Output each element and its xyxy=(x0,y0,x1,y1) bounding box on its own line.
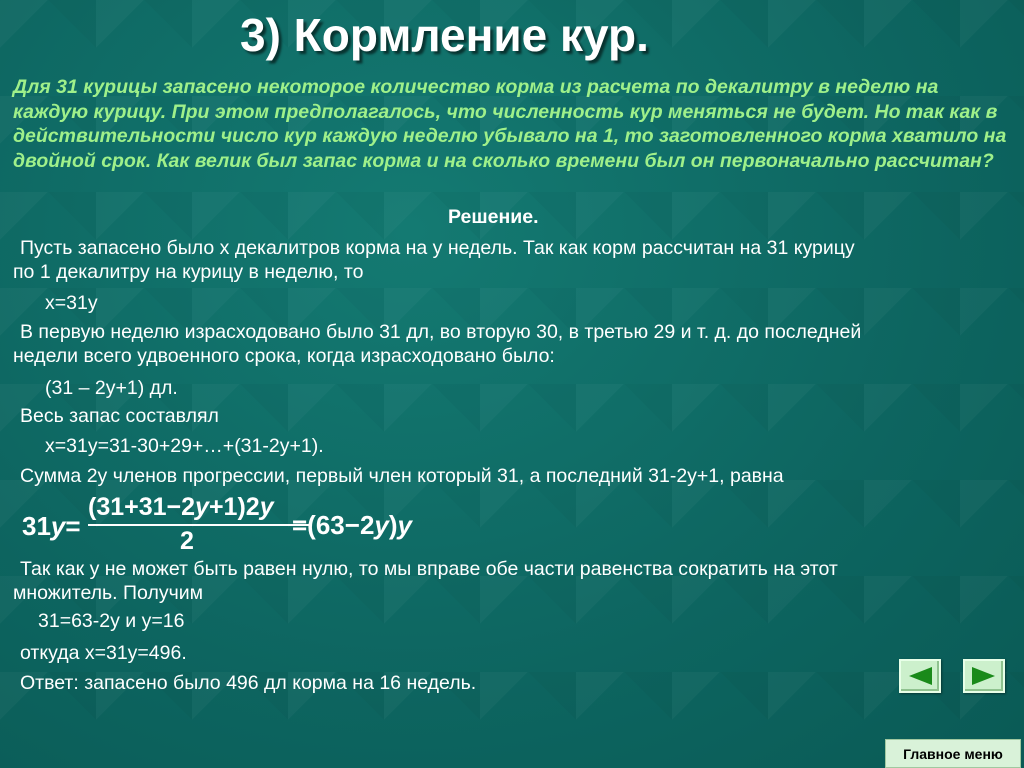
triangle-left-icon xyxy=(906,665,934,687)
equation-line: (31 – 2y+1) дл. xyxy=(45,377,178,399)
solution-heading: Решение. xyxy=(448,206,539,228)
main-menu-button[interactable]: Главное меню xyxy=(885,739,1021,768)
solution-line: Сумма 2y членов прогрессии, первый член который 31, а последний 31-2y+1, равна xyxy=(20,465,784,487)
solution-line: Пусть запасено было x декалитров корма на y недель. Так как корм рассчитан на 31 курицу xyxy=(20,237,855,259)
solution-line: Весь запас составлял xyxy=(20,405,219,427)
solution-line: множитель. Получим xyxy=(13,582,204,604)
equation-line: x=31y xyxy=(45,292,98,314)
problem-statement: Для 31 курицы запасено некоторое количество корма из расчета по декалитру в неделю на каждую курицу. При этом предполагалось, что численность кур меняться не будет. Но так как в действительности число кур каждую неделю убывало на 1, то заготовленного корма хватило на двойной срок. Как велик был запас корма и на сколько времени был он первоначально рассчитан? xyxy=(13,76,1007,172)
slide-title: 3) Кормление кур. xyxy=(240,9,649,61)
equation-line: 31=63-2y и y=16 xyxy=(38,610,185,632)
triangle-right-icon xyxy=(970,665,998,687)
formula-numerator: (31+31−2y+1)2y xyxy=(88,493,274,521)
solution-line: по 1 декалитру на курицу в неделю, то xyxy=(13,261,364,283)
solution-line: откуда x=31y=496. xyxy=(20,642,187,664)
formula-denominator: 2 xyxy=(180,527,194,555)
back-button[interactable] xyxy=(899,659,941,693)
solution-line: В первую неделю израсходовано было 31 дл, во вторую 30, в третью 29 и т. д. до последней xyxy=(20,321,862,343)
formula-rhs: =(63−2y)y xyxy=(292,510,413,540)
formula-lhs: 31y= xyxy=(22,511,81,541)
fraction-bar xyxy=(88,524,310,526)
solution-line: недели всего удвоенного срока, когда израсходовано было: xyxy=(13,345,555,367)
answer-line: Ответ: запасено было 496 дл корма на 16 недель. xyxy=(20,672,477,694)
sum-formula xyxy=(20,493,620,559)
equation-line: x=31y=31-30+29+…+(31-2y+1). xyxy=(45,435,324,457)
solution-line: Так как y не может быть равен нулю, то мы вправе обе части равенства сократить на этот xyxy=(20,558,838,580)
forward-button[interactable] xyxy=(963,659,1005,693)
